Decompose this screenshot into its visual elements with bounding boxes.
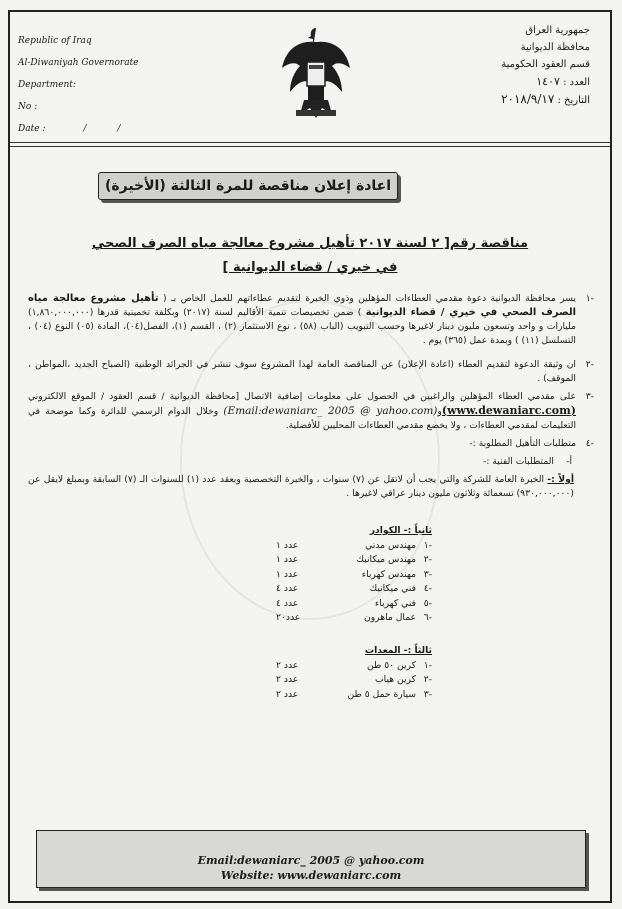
paragraph-4a: أ- المتطلبات الفنية :- xyxy=(483,456,572,467)
letterhead-no: No : xyxy=(18,102,38,112)
list-item: -٤ فني ميكانيك عدد ٤ xyxy=(276,583,432,595)
footer-website[interactable]: Website: www.dewaniarc.com xyxy=(220,869,402,882)
website-link[interactable]: (www.dewaniarc.com) xyxy=(441,404,576,417)
paragraph-4: -٤ متطلبات التأهيل المطلوبة :- xyxy=(469,438,594,449)
list-item: -٦ عمال ماهرون عدد٢٠ xyxy=(276,612,432,624)
contact-footer xyxy=(36,830,586,888)
arabic-letterhead xyxy=(440,22,590,109)
announcement-body xyxy=(28,292,594,501)
general-experience: أولاً :- الخبرة العامة للشركة والتي يجب أن لاتقل عن (٧) سنوات ، والخبرة التخصصية وبعقد عدد (١) للسنوات الـ (٧) السابقة وبمبلغ لايقل عن (٩٣٠,٠٠٠,٠٠٠) تسعمائة وثلاثون مليون دينار عراقي لاغيرها . xyxy=(28,474,574,499)
tender-title: مناقصة رقم[ ٢ لسنة ٢٠١٧ تأهيل مشروع معالجة مياه الصرف الصحي في خيري / قضاء الديوانية ] xyxy=(91,236,529,275)
list-item: -٥ فني كهرباء عدد ٤ xyxy=(276,597,432,609)
equipment-heading: ثالثاً :- المعدات xyxy=(364,645,432,656)
letterhead-date: Date : / / xyxy=(18,124,135,134)
list-item: -٣ سيارة حمل ٥ طن عدد ٢ xyxy=(276,688,432,700)
list-item: -١ كرين ٥٠ طن عدد ٢ xyxy=(276,659,432,671)
equipment-list xyxy=(262,645,432,702)
paragraph-3: -٣ على مقدمي العطاء المؤهلين والراغبين في الحصول على معلومات إضافية الاتصال [محافظة الديوانية / قسم العقود / الموقع الالكتروني (www.dewaniarc.com)و(Email:dewaniarc_ 2005 @ yahoo.com) وخلال الدوام الرسمي للدائرة وكما موضحة في التعليمات لمقدمي العطاءات ، ولا يخضع مقدمي العطاءات المحليين للأفضلية. xyxy=(28,391,594,431)
letterhead-country-ar: جمهورية العراق xyxy=(525,25,590,36)
staff-heading: ثانياً :- الكوادر xyxy=(369,525,432,536)
email-link[interactable]: (Email:dewaniarc_ 2005 @ yahoo.com) xyxy=(223,405,438,417)
list-item: -٢ مهندس ميكانيك عدد ١ xyxy=(276,554,432,566)
announcement-title: اعادة إعلان مناقصة للمرة الثالثة (الأخيرة) xyxy=(98,172,398,200)
header-divider-2 xyxy=(10,146,610,147)
letterhead-governorate: Al-Diwaniyah Governorate xyxy=(18,58,139,68)
list-item: -٢ كرين هياب عدد ٢ xyxy=(276,674,432,686)
paragraph-2: -٢ ان وثيقة الدعوة لتقديم العطاء (اعادة الإعلان) عن المناقصة العامة لهذا المشروع سوف تنشر في الجرائد الوطنية (الصباح الجديد ،المواطن ، الموقف) . xyxy=(28,359,594,384)
staff-list xyxy=(262,525,432,625)
english-letterhead xyxy=(18,30,188,140)
list-item: -١ مهندس مدني عدد ١ xyxy=(276,539,432,551)
letterhead-date-ar: التاريخ : ٢٠١٨/٩/١٧ xyxy=(501,92,590,106)
letterhead-governorate-ar: محافظة الديوانية xyxy=(520,42,590,53)
paragraph-1: -١ يسر محافظة الديوانية دعوة مقدمي العطاءات المؤهلين وذوي الخبرة لتقديم عطاءاتهم للعمل الخاص بـ ( تأهيل مشروع معالجة مياه الصرف الصحي في خيري / قضاء الديوانية ) ضمن تخصيصات تنمية الأقاليم لسنة (٢٠١٧) وبكلفة تخمينية قدرها (١,٨٦٠,٠٠٠,٠٠٠) مليارات و واحد وتسعون مليون دينار لاغيرها وحسب التبويب (الباب (٥٨) ، نوع الاستثمار (٢) ، القسم (١)، الفصل(٠٤)، المادة (٠٥) النوع (٠٤) ، التسلسل (١١) ) وبمدة عمل (٣٦٥) يوم . xyxy=(28,293,594,346)
letterhead-department-ar: قسم العقود الحكومية xyxy=(501,59,590,70)
letterhead-country: Republic of Iraq xyxy=(18,36,92,46)
iraq-eagle-emblem-icon xyxy=(280,22,352,122)
list-item: -٣ مهندس كهرباء عدد ١ xyxy=(276,568,432,580)
header-divider xyxy=(10,142,610,143)
letterhead-department: Department: xyxy=(18,80,76,90)
letterhead-number-ar: العدد : ١٤٠٧ xyxy=(536,75,590,88)
footer-email[interactable]: Email:dewaniarc_ 2005 @ yahoo.com xyxy=(197,854,425,867)
